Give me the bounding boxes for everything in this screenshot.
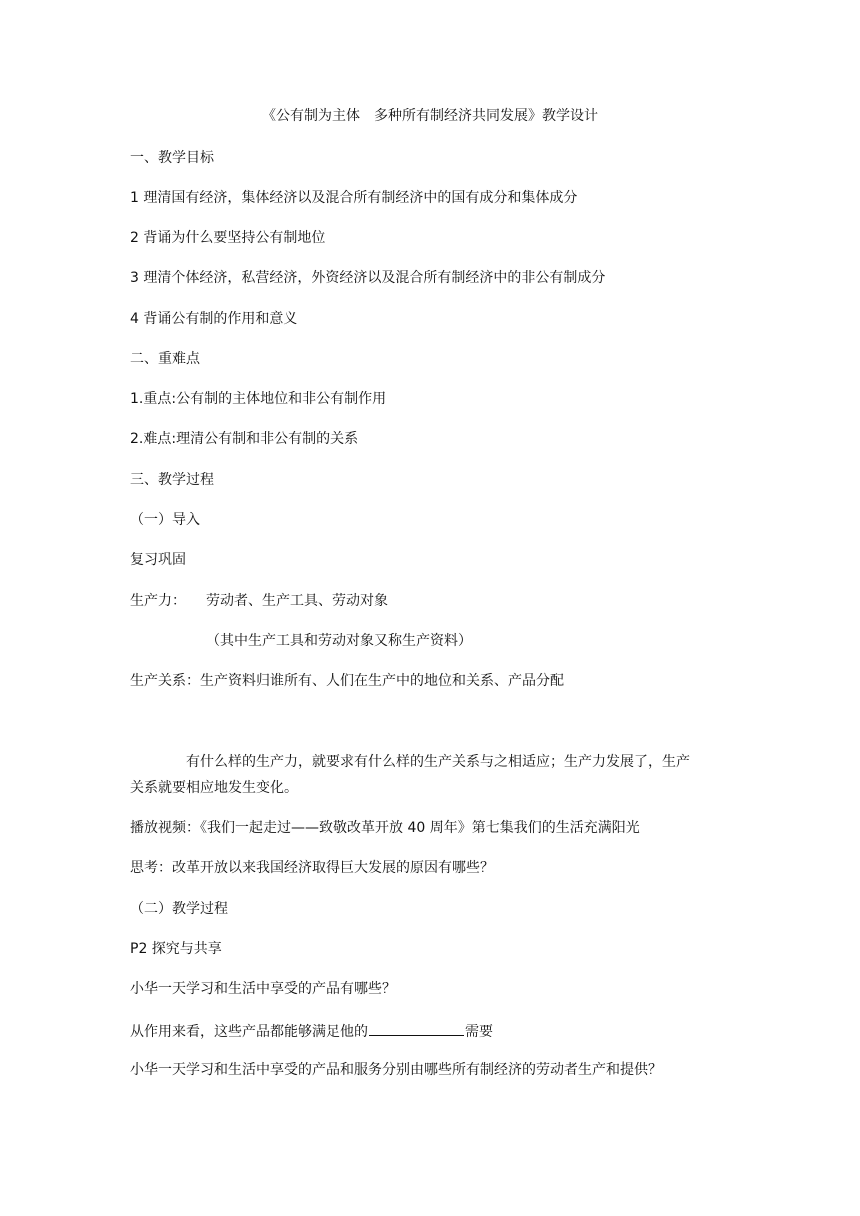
- review-label: 复习巩固: [130, 552, 186, 568]
- production-relations: 生产关系：生产资料归谁所有、人们在生产中的地位和关系、产品分配: [130, 673, 564, 689]
- fill-in-blank: [369, 1020, 464, 1036]
- section-heading-process: 三、教学过程: [130, 472, 214, 488]
- productivity-label: 生产力：: [130, 593, 186, 609]
- question-2-before: 从作用来看，这些产品都能够满足他的: [130, 1024, 368, 1040]
- p2-heading: P2 探究与共享: [130, 941, 222, 957]
- productivity-value: 劳动者、生产工具、劳动对象: [206, 593, 388, 609]
- section-heading-goals: 一、教学目标: [130, 150, 214, 166]
- goal-item: 2 背诵为什么要坚持公有制地位: [130, 230, 326, 246]
- section-heading-keypoints: 二、重难点: [130, 351, 200, 367]
- goal-item: 3 理清个体经济，私营经济，外资经济以及混合所有制经济中的非公有制成分: [130, 270, 606, 286]
- productivity-note: （其中生产工具和劳动对象又称生产资料）: [206, 633, 472, 649]
- paragraph-line: 有什么样的生产力，就要求有什么样的生产关系与之相适应；生产力发展了，生产: [186, 754, 690, 770]
- question-2: [130, 1020, 493, 1042]
- keypoint-item: 1.重点:公有制的主体地位和非公有制作用: [130, 391, 387, 407]
- goal-item: 4 背诵公有制的作用和意义: [130, 311, 298, 327]
- subsection-process: （二）教学过程: [130, 901, 228, 917]
- question-2-after: 需要: [465, 1024, 493, 1040]
- subsection-intro: （一）导入: [130, 512, 200, 528]
- think-question: 思考：改革开放以来我国经济取得巨大发展的原因有哪些？: [130, 860, 494, 876]
- keypoint-item: 2.难点:理清公有制和非公有制的关系: [130, 431, 359, 447]
- question-3: 小华一天学习和生活中享受的产品和服务分别由哪些所有制经济的劳动者生产和提供？: [130, 1062, 662, 1078]
- goal-item: 1 理清国有经济，集体经济以及混合所有制经济中的国有成分和集体成分: [130, 190, 578, 206]
- video-line: 播放视频：《我们一起走过——致敬改革开放 40 周年》第七集我们的生活充满阳光: [130, 820, 640, 836]
- paragraph-line: 关系就要相应地发生变化。: [130, 780, 298, 796]
- question-1: 小华一天学习和生活中享受的产品有哪些？: [130, 981, 396, 997]
- document-title: 《公有制为主体 多种所有制经济共同发展》教学设计: [262, 108, 598, 124]
